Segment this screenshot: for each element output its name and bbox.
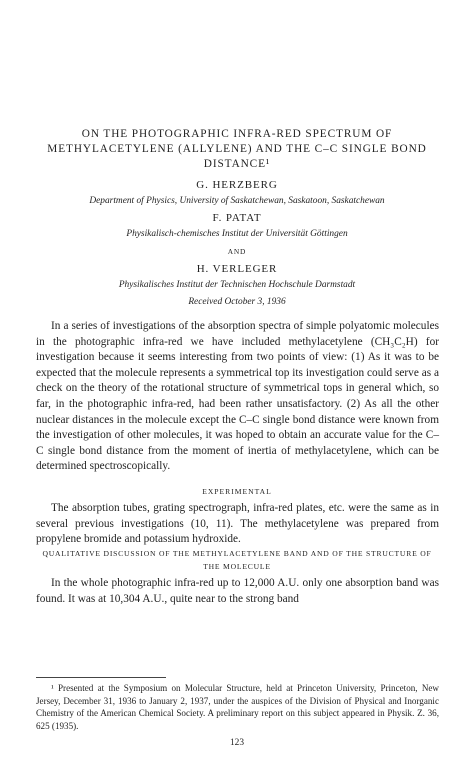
author-name: H. VERLEGER <box>196 263 278 275</box>
page-number: 123 <box>229 738 245 748</box>
experimental-paragraph: The absorption tubes, grating spectrograph, infra-red plates, etc. were the same as in several previous investigations (10, 11). The methylacetylene was prepared from propylene bromide and potassium hydroxide. <box>36 502 439 546</box>
section-heading-qualitative: QUALITATIVE DISCUSSION OF THE METHYLACETYLENE BAND AND OF THE STRUCTURE OF THE MOLECULE <box>42 549 432 571</box>
intro-paragraph: In a series of investigations of the absorption spectra of simple polyatomic molecules in the photographic infra-red we have included methylacetylene (CH₃C₂H) for investigation because it seems interesting from two points of view: (1) As it was to be expected that the molecule represents a symmetrical top its investigation could serve as a check on the theory of the rotational structure of symmetrical tops in general which, so far, in the photographic infra-red, had been rather unsatisfactory. (2) As all the other nuclear distances in the molecule except the C–C single bond distance were known from the investigation of other molecules, it was hoped to obtain an accurate value for the C–C single bond distance from the moment of inertia of methylacetylene, which can be determined spectroscopically. <box>36 320 439 473</box>
footnote-rule <box>36 677 166 678</box>
qualitative-paragraph: In the whole photographic infra-red up to 12,000 A.U. only one absorption band was found. It was at 10,304 A.U., quite near to the strong band <box>36 577 439 605</box>
and-separator: AND <box>227 247 247 256</box>
article-title: ON THE PHOTOGRAPHIC INFRA-RED SPECTRUM OF METHYLACETYLENE (ALLYLENE) AND THE C–C SINGLE BOND DISTANCE¹ <box>47 128 427 170</box>
footnote: ¹ Presented at the Symposium on Molecular Structure, held at Princeton University, Princeton, New Jersey, December 31, 1936 to January 2, 1937, under the auspices of the Division of Physical and Inorganic Chemistry of the American Chemical Society. A preliminary report on this subject appeared in Physik. Z. 36, 625 (1935). <box>36 683 439 731</box>
author-name: F. PATAT <box>212 212 262 224</box>
author-affiliation: Physikalisches Institut der Technischen Hochschule Darmstadt <box>118 280 356 290</box>
received-date: Received October 3, 1936 <box>188 297 286 307</box>
author-affiliation: Physikalisch-chemisches Institut der Universität Göttingen <box>126 229 348 239</box>
author-name: G. HERZBERG <box>196 179 278 191</box>
section-heading-experimental: EXPERIMENTAL <box>202 487 272 496</box>
author-affiliation: Department of Physics, University of Saskatchewan, Saskatoon, Saskatchewan <box>89 196 385 206</box>
